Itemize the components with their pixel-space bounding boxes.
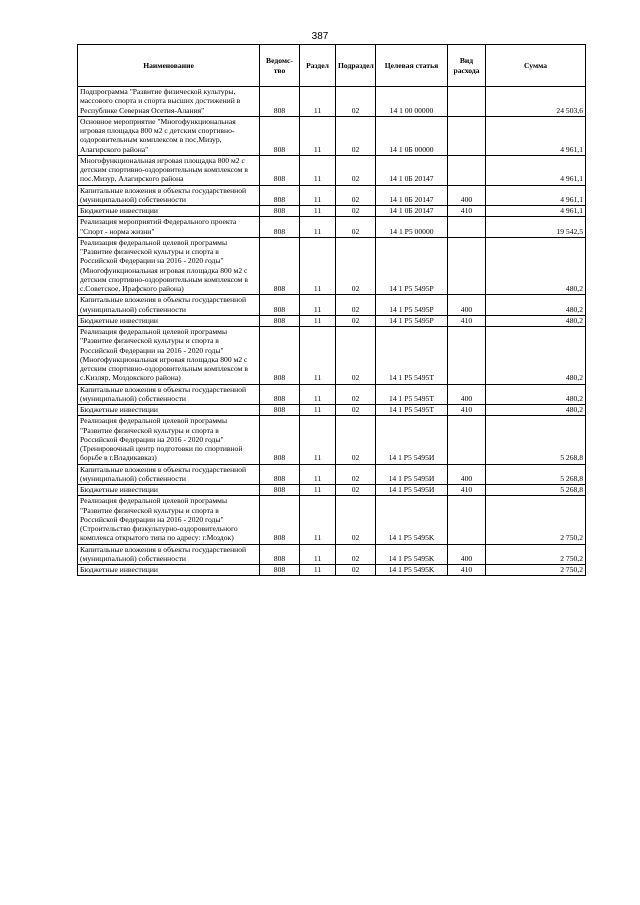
cell-section: 11 bbox=[300, 565, 336, 576]
cell-name: Капитальные вложения в объекты государственной (муниципальной) собственности bbox=[78, 295, 260, 316]
cell-name: Бюджетные инвестиции bbox=[78, 485, 260, 496]
cell-section: 11 bbox=[300, 217, 336, 238]
cell-expense-type bbox=[448, 237, 486, 295]
cell-section: 11 bbox=[300, 185, 336, 206]
cell-sum: 4 961,1 bbox=[486, 185, 586, 206]
cell-section: 11 bbox=[300, 496, 336, 544]
cell-department: 808 bbox=[260, 206, 300, 217]
cell-section: 11 bbox=[300, 87, 336, 117]
cell-sum: 480,2 bbox=[486, 237, 586, 295]
cell-sum: 5 268,8 bbox=[486, 464, 586, 485]
table-row bbox=[78, 416, 586, 464]
cell-section: 11 bbox=[300, 155, 336, 185]
column-header-target-article: Целевая статья bbox=[376, 45, 448, 87]
table-row bbox=[78, 87, 586, 117]
cell-expense-type bbox=[448, 116, 486, 155]
cell-section: 11 bbox=[300, 485, 336, 496]
cell-sum: 4 961,1 bbox=[486, 206, 586, 217]
cell-expense-type bbox=[448, 155, 486, 185]
cell-name: Реализация мероприятий Федерального проекта "Спорт - норма жизни" bbox=[78, 217, 260, 238]
cell-section: 11 bbox=[300, 206, 336, 217]
column-header-name: Наименование bbox=[78, 45, 260, 87]
cell-expense-type bbox=[448, 217, 486, 238]
cell-expense-type: 400 bbox=[448, 185, 486, 206]
cell-target-article: 14 1 P5 5495T bbox=[376, 405, 448, 416]
cell-department: 808 bbox=[260, 485, 300, 496]
cell-expense-type: 400 bbox=[448, 384, 486, 405]
cell-section: 11 bbox=[300, 384, 336, 405]
table-row bbox=[78, 544, 586, 565]
cell-subsection: 02 bbox=[336, 565, 376, 576]
cell-subsection: 02 bbox=[336, 185, 376, 206]
cell-section: 11 bbox=[300, 464, 336, 485]
cell-name: Бюджетные инвестиции bbox=[78, 315, 260, 326]
cell-target-article: 14 1 P5 5495И bbox=[376, 464, 448, 485]
cell-expense-type: 410 bbox=[448, 206, 486, 217]
cell-section: 11 bbox=[300, 315, 336, 326]
cell-department: 808 bbox=[260, 155, 300, 185]
cell-target-article: 14 1 P5 5495K bbox=[376, 496, 448, 544]
cell-name: Бюджетные инвестиции bbox=[78, 565, 260, 576]
cell-name: Бюджетные инвестиции bbox=[78, 206, 260, 217]
cell-name: Капитальные вложения в объекты государственной (муниципальной) собственности bbox=[78, 185, 260, 206]
cell-subsection: 02 bbox=[336, 315, 376, 326]
table-row bbox=[78, 217, 586, 238]
cell-department: 808 bbox=[260, 464, 300, 485]
cell-department: 808 bbox=[260, 544, 300, 565]
cell-sum: 480,2 bbox=[486, 327, 586, 385]
cell-name: Основное мероприятие "Многофункциональная игровая площадка 800 м2 с детским спортивно-оздоровительным комплексом в пос.Мизур, Алагирского района" bbox=[78, 116, 260, 155]
cell-sum: 2 750,2 bbox=[486, 544, 586, 565]
cell-expense-type bbox=[448, 416, 486, 464]
cell-sum: 2 750,2 bbox=[486, 565, 586, 576]
cell-subsection: 02 bbox=[336, 405, 376, 416]
column-header-sum: Сумма bbox=[486, 45, 586, 87]
cell-target-article: 14 1 P5 5495P bbox=[376, 295, 448, 316]
cell-name: Реализация федеральной целевой программы "Развитие физической культуры и спорта в Российской Федерации на 2016 - 2020 годы"(Многофункциональная игровая площадка 800 м2 с детским спортивно-оздоровительным комплексом в с.Советское, Ирафского района) bbox=[78, 237, 260, 295]
cell-department: 808 bbox=[260, 496, 300, 544]
cell-target-article: 14 1 0Б 20147 bbox=[376, 155, 448, 185]
cell-expense-type: 400 bbox=[448, 544, 486, 565]
table-row bbox=[78, 496, 586, 544]
table-row bbox=[78, 485, 586, 496]
cell-sum: 480,2 bbox=[486, 384, 586, 405]
cell-department: 808 bbox=[260, 237, 300, 295]
cell-target-article: 14 1 P5 5495И bbox=[376, 485, 448, 496]
cell-expense-type bbox=[448, 496, 486, 544]
cell-name: Подпрограмма "Развитие физической культуры, массового спорта и спорта высших достижений в Республике Северная Осетия-Алания" bbox=[78, 87, 260, 117]
cell-name: Бюджетные инвестиции bbox=[78, 405, 260, 416]
table-row bbox=[78, 384, 586, 405]
cell-department: 808 bbox=[260, 295, 300, 316]
column-header-expense-type: Вид расхода bbox=[448, 45, 486, 87]
cell-subsection: 02 bbox=[336, 485, 376, 496]
cell-subsection: 02 bbox=[336, 87, 376, 117]
cell-subsection: 02 bbox=[336, 384, 376, 405]
cell-sum: 19 542,5 bbox=[486, 217, 586, 238]
column-header-subsection: Подраздел bbox=[336, 45, 376, 87]
cell-target-article: 14 1 P5 5495K bbox=[376, 565, 448, 576]
cell-sum: 5 268,8 bbox=[486, 416, 586, 464]
cell-department: 808 bbox=[260, 217, 300, 238]
cell-subsection: 02 bbox=[336, 116, 376, 155]
cell-sum: 480,2 bbox=[486, 295, 586, 316]
table-row bbox=[78, 116, 586, 155]
table-row bbox=[78, 185, 586, 206]
cell-target-article: 14 1 0Б 00000 bbox=[376, 116, 448, 155]
cell-department: 808 bbox=[260, 327, 300, 385]
cell-department: 808 bbox=[260, 185, 300, 206]
table-row bbox=[78, 315, 586, 326]
column-header-section: Раздел bbox=[300, 45, 336, 87]
cell-subsection: 02 bbox=[336, 237, 376, 295]
cell-subsection: 02 bbox=[336, 155, 376, 185]
cell-name: Капитальные вложения в объекты государственной (муниципальной) собственности bbox=[78, 384, 260, 405]
cell-subsection: 02 bbox=[336, 217, 376, 238]
cell-subsection: 02 bbox=[336, 464, 376, 485]
cell-section: 11 bbox=[300, 295, 336, 316]
cell-expense-type: 410 bbox=[448, 565, 486, 576]
cell-expense-type bbox=[448, 327, 486, 385]
cell-department: 808 bbox=[260, 315, 300, 326]
budget-table bbox=[77, 44, 586, 576]
cell-sum: 4 961,1 bbox=[486, 155, 586, 185]
cell-sum: 480,2 bbox=[486, 405, 586, 416]
table-body bbox=[78, 87, 586, 576]
cell-target-article: 14 1 00 00000 bbox=[376, 87, 448, 117]
cell-section: 11 bbox=[300, 405, 336, 416]
cell-target-article: 14 1 P5 00000 bbox=[376, 217, 448, 238]
cell-name: Многофункциональная игровая площадка 800 м2 с детским спортивно-оздоровительным комплексом в пос.Мизур, Алагирского района bbox=[78, 155, 260, 185]
table-row bbox=[78, 327, 586, 385]
cell-name: Капитальные вложения в объекты государственной (муниципальной) собственности bbox=[78, 464, 260, 485]
cell-target-article: 14 1 P5 5495K bbox=[376, 544, 448, 565]
cell-expense-type: 410 bbox=[448, 405, 486, 416]
table-row bbox=[78, 295, 586, 316]
cell-target-article: 14 1 P5 5495P bbox=[376, 237, 448, 295]
cell-subsection: 02 bbox=[336, 327, 376, 385]
cell-sum: 2 750,2 bbox=[486, 496, 586, 544]
cell-expense-type: 400 bbox=[448, 295, 486, 316]
cell-expense-type: 400 bbox=[448, 464, 486, 485]
cell-section: 11 bbox=[300, 544, 336, 565]
table-row bbox=[78, 565, 586, 576]
cell-subsection: 02 bbox=[336, 544, 376, 565]
table-row bbox=[78, 405, 586, 416]
cell-department: 808 bbox=[260, 416, 300, 464]
cell-target-article: 14 1 P5 5495И bbox=[376, 416, 448, 464]
cell-name: Реализация федеральной целевой программы "Развитие физической культуры и спорта в Российской Федерации на 2016 - 2020 годы" (Строительство физкультурно-оздоровительного комплекса открытого типа по адресу: г.Моздок) bbox=[78, 496, 260, 544]
cell-section: 11 bbox=[300, 237, 336, 295]
cell-target-article: 14 1 P5 5495P bbox=[376, 315, 448, 326]
table-row bbox=[78, 206, 586, 217]
cell-sum: 24 503,6 bbox=[486, 87, 586, 117]
page-number: 387 bbox=[311, 31, 329, 42]
cell-department: 808 bbox=[260, 405, 300, 416]
cell-target-article: 14 1 0Б 20147 bbox=[376, 185, 448, 206]
table-row bbox=[78, 237, 586, 295]
cell-expense-type: 410 bbox=[448, 485, 486, 496]
cell-subsection: 02 bbox=[336, 416, 376, 464]
cell-department: 808 bbox=[260, 384, 300, 405]
table-row bbox=[78, 464, 586, 485]
cell-target-article: 14 1 P5 5495T bbox=[376, 327, 448, 385]
table-header-row bbox=[78, 45, 586, 87]
cell-target-article: 14 1 P5 5495T bbox=[376, 384, 448, 405]
cell-expense-type: 410 bbox=[448, 315, 486, 326]
cell-department: 808 bbox=[260, 565, 300, 576]
cell-name: Реализация федеральной целевой программы "Развитие физической культуры и спорта в Российской Федерации на 2016 - 2020 годы"(Тренировочный центр подготовки по спортивной борьбе в г.Владикавказ) bbox=[78, 416, 260, 464]
cell-sum: 480,2 bbox=[486, 315, 586, 326]
cell-section: 11 bbox=[300, 327, 336, 385]
cell-subsection: 02 bbox=[336, 206, 376, 217]
cell-name: Капитальные вложения в объекты государственной (муниципальной) собственности bbox=[78, 544, 260, 565]
column-header-department: Ведомс-тво bbox=[260, 45, 300, 87]
cell-section: 11 bbox=[300, 416, 336, 464]
table-row bbox=[78, 155, 586, 185]
cell-expense-type bbox=[448, 87, 486, 117]
cell-department: 808 bbox=[260, 87, 300, 117]
cell-subsection: 02 bbox=[336, 295, 376, 316]
cell-target-article: 14 1 0Б 20147 bbox=[376, 206, 448, 217]
cell-sum: 4 961,1 bbox=[486, 116, 586, 155]
cell-sum: 5 268,8 bbox=[486, 485, 586, 496]
cell-subsection: 02 bbox=[336, 496, 376, 544]
cell-section: 11 bbox=[300, 116, 336, 155]
cell-department: 808 bbox=[260, 116, 300, 155]
cell-name: Реализация федеральной целевой программы "Развитие физической культуры и спорта в Российской Федерации на 2016 - 2020 годы"(Многофункциональная игровая площадка 800 м2 с детским спортивно-оздоровительным комплексом в с.Кизляр, Моздокского района) bbox=[78, 327, 260, 385]
